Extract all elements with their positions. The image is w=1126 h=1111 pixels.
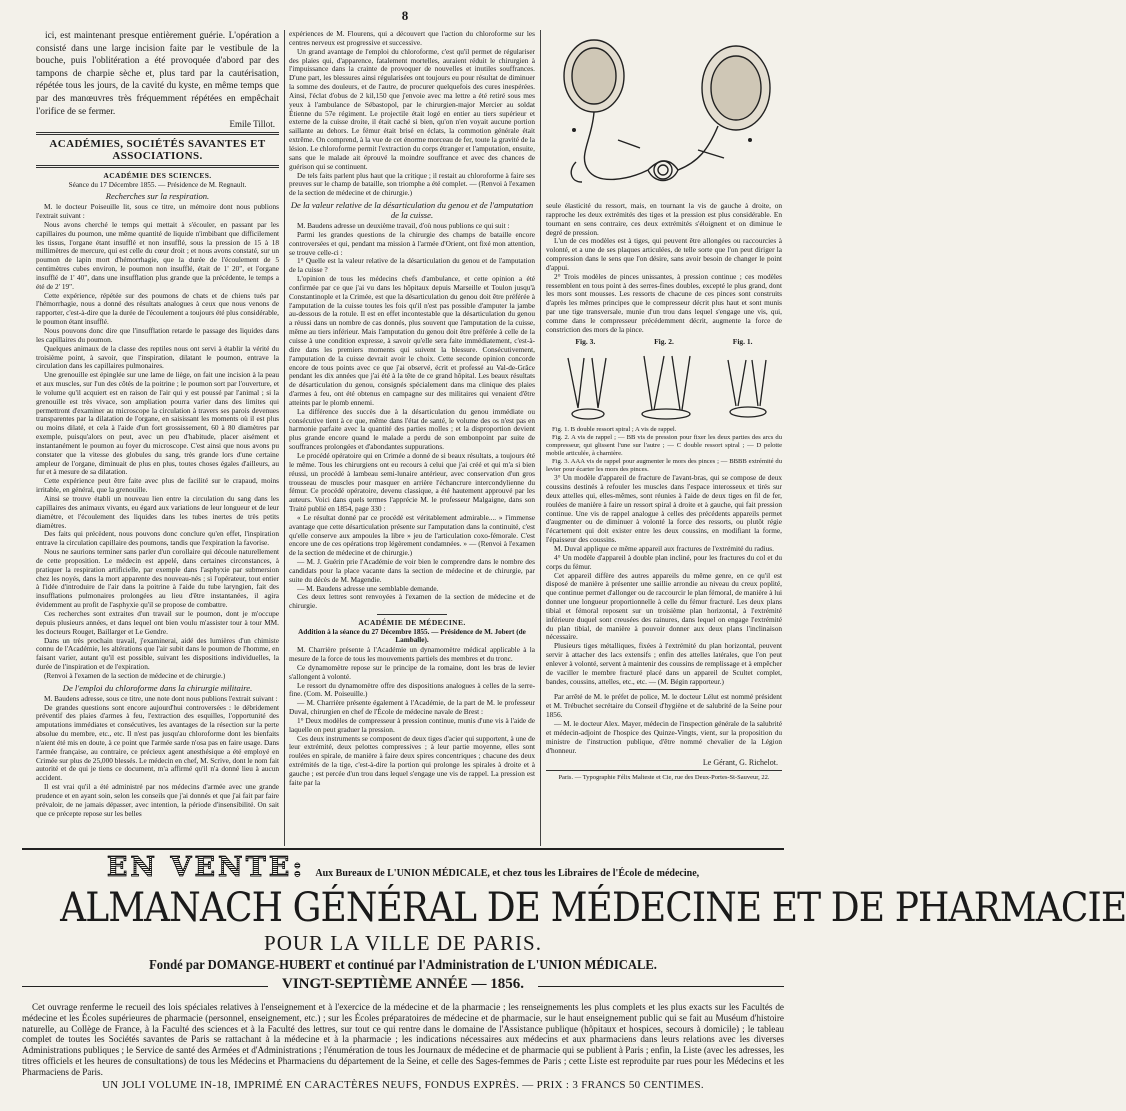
paragraph: — M. Charrière présente également à l'Académie, de la part de M. le professeur Duval, chirurgien en chef de l'École de médecine navale de Brest : xyxy=(289,698,535,717)
paragraph: Un grand avantage de l'emploi du chloroforme, c'est qu'il permet de régulariser des plaies qui, d'apparence, fatalement mortelles, auraient réduit le chirurgien à l'impuissance dans la crainte de provoquer de nouvelles et inutiles souffrances. D'une part, les blessures ainsi régularisées ont toujours eu pour résultat de diminuer la somme des douleurs, et de l'autre, de procurer quelquefois des cures inespérées. Ainsi, l'éclat d'obus de 2 kil,150 que j'envoie avec ma lettre a été retiré sous mes yeux à l'ambulance de Sébastopol, par le chirurgien-major Mercier au soldat Étienne du 57e régiment. Le projectile était logé en entier au tiers supérieur et externe de la cuisse droite, il était caché si bien, qu'on n'en voyait aucune portion saillante au dehors. Le fémur était brisé en éclats, la commotion générale était extrême. On comprend, à la vue de cet énorme morceau de fer, toute la gravité de la lésion. Le chloroforme permit l'extraction du corps étranger et l'amputation, ensuite, sans que le malade ait éprouvé la moindre souffrance et avec des chances de guérison qui se continuent. xyxy=(289,46,535,171)
paragraph: De tels faits parlent plus haut que la critique ; il restait au chloroforme à faire ses preuves sur le champ de bataille, son triomphe a été complet. — (Renvoi à l'examen de la section de médecine et de chirurgie.) xyxy=(289,170,535,198)
figure-caption: Fig. 2. A vis de rappel ; — BB vis de pression pour fixer les deux parties des arcs du compresseur, qui glissent l'une sur l'autre ; — C double ressort spiral ; — D pelotte mobile articulée, à charnière. xyxy=(546,433,782,457)
en-vente-heading: EN VENTE: xyxy=(106,852,306,883)
article-title: De l'emploi du chloroforme dans la chirurgie militaire. xyxy=(62,682,253,693)
paragraph: Nous pouvons donc dire que l'insufflation retarde le passage des liquides dans les capillaires du poumon. xyxy=(36,325,279,344)
academy-heading: ACADÉMIE DES SCIENCES. xyxy=(103,171,212,181)
paragraph: 4° Un modèle d'appareil à double plan incliné, pour les fractures du col et du corps du fémur. xyxy=(546,552,782,571)
paragraph: « Le résultat donné par ce procédé est véritablement admirable.... » l'immense avantage que cette désarticulation présente sur l'amputation dans la continuité, c'est qu'elle conserve aux ampoules la libre » jeu de l'articulation coxo-fémorale. C'est encore une de ces opérations trop légèrement condamnées. » — (Renvoi à l'examen de la section de médecine et de chirurgie.) xyxy=(289,512,535,558)
paragraph: Ces deux instruments se composent de deux tiges d'acier qui supportent, à une de leur extrémité, deux pelottes compressives ; à leur partie moyenne, elles sont roulées en spirale, de manière à faire deux spires concentriques ; chacune des deux extrémités de la tige, c'est-à-dire la portion qui prolonge les spirales à droite et à gauche ; est percée d'un trou dans lequel s'engage une vis de rappel. La pression est faite par la xyxy=(289,733,535,787)
paragraph: 1° Quelle est la valeur relative de la désarticulation du genou et de l'amputation de la cuisse ? xyxy=(289,256,535,275)
paragraph: Il est vrai qu'il a été administré par nos médecins d'armée avec une grande prudence et en ayant soin, selon les conseils que j'ai donnés et que j'ai fait par faire prévaloir, de ne jamais dépasser, avec intention, la période d'insensibilité. On sait que ce précepte repose sur les belles xyxy=(36,782,279,818)
column-divider xyxy=(540,30,541,846)
paragraph: Le procédé opératoire qui en Crimée a donné de si beaux résultats, a toujours été le même. Tous les chirurgiens ont eu recours à celui que j'ai créé et qui m'a si bien réussi, un procédé à lambeau semi-lunaire antérieur, avec conservation d'un gros trousseau de muscles pour masquer en arrière l'échancrure intercondylienne du fémur. Ce procédé opératoire, devenu classique, a été hautement approuvé par les auteurs. Voici dans quels termes l'apprécie M. le professeur Malgaigne, dans son Traité publié en 1854, page 330 : xyxy=(289,450,535,514)
paragraph: — M. le docteur Alex. Mayer, médecin de l'inspection générale de la salubrité et médecin-adjoint de l'hospice des Quinze-Vingts, vient, sur la proposition du ministre de l'instruction publique, d'être nommé chevalier de la Légion d'honneur. xyxy=(546,719,782,755)
almanach-title: ALMANACH GÉNÉRAL DE MÉDECINE ET DE PHARMACIE xyxy=(60,885,1126,931)
paragraph: La différence des succès due à la désarticulation du genou immédiate ou consécutive tient à ce que, même dans l'état de santé, le volume des os n'est pas en harmonie parfaite avec la quantité des parties molles ; et la disproportion devient plus grande encore quand le malade a perdu de son embonpoint par suite de souffrances prolongées et d'abondantes suppurations. xyxy=(289,406,535,452)
article-title: Recherches sur la respiration. xyxy=(105,191,210,202)
paragraph: — M. Baudens adresse une semblable demande. xyxy=(297,583,439,593)
paragraph: M. le docteur Poiseuille lit, sous ce titre, un mémoire dont nous publions l'extrait suivant : xyxy=(36,202,279,220)
compressor-illustration xyxy=(548,30,780,198)
figure-labels xyxy=(546,337,782,346)
paragraph: Par arrêté de M. le préfet de police, M. le docteur Lélut est nommé président et M. Trébuchet secrétaire du Conseil d'hygiène et de salubrité de la Seine pour 1856. xyxy=(546,692,782,720)
separator xyxy=(546,770,782,771)
article-body xyxy=(36,695,279,819)
paragraph: M. Baudens adresse un deuxième travail, d'où nous publions ce qui suit : xyxy=(297,221,510,231)
paragraph: Cette expérience peut être faite avec plus de facilité sur le crapaud, moins irritable, en général, que la grenouille. xyxy=(36,476,279,495)
paragraph: Cet appareil diffère des autres appareils du même genre, en ce qu'il est disposé de manière à présenter une saillie arrondie au niveau du creux poplité, que continue permet d'allonger ou de raccourcir le plan fémoral, de manière à lui donner une longueur proportionnelle à celle du fémur fracturé. Les deux plans tibial et fémoral reposent sur un troisième plan horizontal, à l'extrémité inférieure duquel sont creusées des rainures, dans lequel on engage l'extrémité du plan tibial, de manière à pouvoir donner aux deux plans l'inclinaison nécessaire. xyxy=(546,570,782,642)
article-body xyxy=(36,203,279,681)
almanach-advertisement xyxy=(22,848,1126,1108)
separator xyxy=(629,689,699,690)
paragraph: — M. J. Guérin prie l'Académie de voir bien le comprendre dans le nombre des candidats pour la place vacante dans la section de médecine et de chirurgie, par suite du décès de M. Magendie. xyxy=(289,557,535,584)
paragraph: L'un de ces modèles est à tiges, qui peuvent être allongées ou raccourcies à volonté, et a une de ses plaques articulées, de telle sorte que l'on peut diriger la compression dans le sens que l'on désire, sans avoir besoin de changer le point d'appui. xyxy=(546,236,782,272)
printer-imprint: Paris. — Typographie Félix Malteste et Cie, rue des Deux-Portes-St-Sauveur, 22. xyxy=(558,774,770,782)
session-line: Séance du 17 Décembre 1855. — Présidence de M. Regnault. xyxy=(68,181,247,190)
paragraph: 2° Trois modèles de pinces unissantes, à pression continue ; ces modèles ressemblent en tous point à des serres-fines doubles, excepté le plus grand, dont les mors sont mousses. Les ressorts de chacune de ces pinces sont construits d'après les mêmes principes que le compresseur décrit plus haut et sont munis par une tige transversale, munie d'un trou dans lequel s'engage une vis, qui, comme dans le compresseur précédemment décrit, augmente la force de constriction des mors de la pince. xyxy=(546,271,782,334)
paragraph: expériences de M. Flourens, qui a découvert que l'action du chloroforme sur les centres nerveux est progressive et successive. xyxy=(289,29,535,47)
column-3 xyxy=(546,30,782,848)
en-vente-row xyxy=(22,852,784,883)
year-banner xyxy=(22,976,784,998)
figure-label: Fig. 1. xyxy=(732,336,753,346)
article-title: De la valeur relative de la désarticulation du genou et de l'amputation de la cuisse. xyxy=(290,200,534,221)
section-rule xyxy=(36,165,279,168)
founded-by-line: Fondé par DOMANGE-HUBERT et continué par l'Administration de L'UNION MÉDICALE. xyxy=(149,958,657,973)
separator xyxy=(377,614,447,615)
paragraph: Ainsi se trouve établi un nouveau lien entre la circulation du sang dans les capillaires des animaux vivants, eu égard aux variations de leur longueur et de leur diamètre, et l'écoulement des liquides dans les tubes inertes de très petits diamètres. xyxy=(36,494,279,530)
figure-caption: Fig. 1. B double ressort spiral ; A vis de rappel. xyxy=(552,425,677,433)
paragraph: Parmi les grandes questions de la chirurgie des champs de bataille encore controversées et qui, pendant ma mission à l'armée d'Orient, ont fixé mon attention, se trouve celle-ci : xyxy=(289,229,535,257)
section-rule xyxy=(36,132,279,135)
intro-signature: Emile Tillot. xyxy=(229,119,275,130)
paragraph: Une grenouille est épinglée sur une lame de liège, on fait une incision à la peau et aux muscles, sur l'un des côtés de la poitrine ; le poumon sort par l'ouverture, et le volume qu'il acquiert est en raison de l'air qui y est poussé par l'animal ; si la grenouille est très vivace, son ampliation pourra varier dans des limites qui permettront d'examiner au microscope la circulation à travers ses parois devenues transparentes par la dilatation de l'organe, en saisissant les moments où il est plus ou moins dilaté, et cela à l'aide d'un fort grossissement, 60 à 80 diamètres par exemple, puisqu'alors on peut, avec un peu d'habitude, placer aisément et instantanément le poumon au foyer du microscope. C'est ainsi que nous avons pu constater que la vitesse des globules du sang, très grande lors d'une certaine ampleur de l'organe, diminuait de plus en plus, toutes choses égales d'ailleurs, au fur et à mesure de sa dilatation. xyxy=(36,370,279,477)
paragraph: Plusieurs tiges métalliques, fixées à l'extrémité du plan horizontal, peuvent servir à attacher des lacs extensifs ; enfin des attelles latérales, que l'on peut enlever à volonté, servent à maintenir des coussins de remplissage et à empêcher de vaciller le membre fracturé placé dans un appareil de Scultet complet, bandes, coussins, attelles, etc., etc. — (M. Bégin rapporteur.) xyxy=(546,641,782,686)
paragraph: M. Charrière présente à l'Académie un dynamomètre médical applicable à la mesure de la force de tous les mouvements partiels des membres et du tronc. xyxy=(289,645,535,663)
figure-label: Fig. 3. xyxy=(575,336,596,346)
paragraph: (Renvoi à l'examen de la section de médecine et de chirurgie.) xyxy=(44,670,226,680)
paragraph: Nous ne saurions terminer sans parler d'un corollaire qui découle naturellement de cette proposition. Le médecin est appelé, dans certaines circonstances, à pratiquer la respiration artificielle, par exemple dans l'asphyxie par submersion chez les noyés, dans la mort apparente des nouveau-nés ; si l'opérateur, tout entier à l'idée d'introduire de l'air dans la poitrine à l'aide du tube laryngien, fait des insufflations pulmonaires prolongées au lieu d'être instantanées, il agira évidemment au profit de l'asphyxie qu'il se propose de combattre. xyxy=(36,547,279,610)
paragraph: 1° Deux modèles de compresseur à pression continue, munis d'une vis à l'aide de laquelle on peut graduer la pression. xyxy=(289,715,535,734)
paragraph: Quelques animaux de la classe des reptiles nous ont servi à établir la vérité du troisième point, à savoir, que l'inspiration, dilatant le poumon, entrave la circulation dans les capillaires pulmonaires. xyxy=(36,343,279,371)
session-line: Addition à la séance du 27 Décembre 1855. — Présidence de M. Jobert (de Lamballe). xyxy=(298,628,526,645)
paragraph: 3° Un modèle d'appareil de fracture de l'avant-bras, qui se compose de deux coussins destinés à refouler les muscles dans l'espace interosseux et tirés sur deux attelles qui, elles-mêmes, sont réunies à l'aide de deux tiges en fil de fer, roulées de manière à faire un ressort spiral à droite et à gauche, qui fait pression continue. Une vis de rappel analogue à celles des précédents appareils permet d'augmenter ou de diminuer à volonté la force des ressorts, ou plutôt régie l'écartement qui doit exister entre les deux coussins, en modifiant la forme, l'épaisseur des coussins. xyxy=(546,473,782,545)
paragraph: seule élasticité du ressort, mais, en tournant la vis de gauche à droite, on rapproche les deux extrémités des tiges et la pression est plus considérable. En tournant en sens contraire, ces deux extrémités s'éloignent et on diminue le degré de pression. xyxy=(546,201,782,237)
paragraph: Cette expérience, répétée sur des poumons de chats et de chiens tués par l'hémorrhagie, nous a donné des résultats analogues à ceux que nous venons de rapporter, c'est-à-dire que la durée de l'écoulement a toujours été plus considérable, le poumon étant insufflé. xyxy=(36,290,279,327)
paragraph: Nous avons cherché le temps qui mettait à s'écouler, en passant par les capillaires du poumon, une même quantité de liquide n'imbibant que difficilement les tissus, l'organe étant insufflé et non insufflé, sous la pression de 15 à 18 millimètres de mercure, qui est celle du cœur droit ; et nous avons constaté, sur un poumon de lapin mort d'hémorrhagie, que la durée de l'écoulement de 5 centimètres cubes environ, le poumon non insufflé, était de 1' 20", et l'organe insufflé de 1' 40", dans une insufflation plus grande que la précédente, le temps a été de 2' 19". xyxy=(36,219,279,291)
column-1 xyxy=(36,30,279,848)
en-vente-subtitle: Aux Bureaux de L'UNION MÉDICALE, et chez tous les Libraires de l'École de médecine, xyxy=(315,868,700,879)
ad-description: Cet ouvrage renferme le recueil des lois spéciales relatives à l'enseignement et à l'exercice de la médecine et de la pharmacie ; les renseignements les plus complets et les plus exacts sur les Facultés de médecine et les Écoles supérieures de pharmacie (personnel, enseignement, etc.) ; sur les Écoles préparatoires de médecine et de pharmacie, sur le haut enseignement public qui se fait au Muséum d'histoire naturelle, au Collège de France, à la Faculté des sciences et à la Faculté des lettres, sur tout ce qui rentre dans le domaine de l'Assistance publique (hôpitaux et hospices, secours à domicile) ; le tableau complet de toutes les Sociétés savantes de Paris se rattachant à la médecine et à la pharmacie ; les indications nécessaires aux médecins et aux pharmaciens dans leurs relations avec les diverses Administrations publiques ; le Service de santé des Armées et d'Administrations ; l'énumération de tous les Journaux de médecine et de pharmacie qui se publient à Paris ; enfin, la Liste (avec les adresses, les titres officiels et les heures de consultations) de tous les Médecins et Pharmaciens du département de la Seine, et celle des Sages-femmes de Paris ; cette Liste est reproduite par rues pour les Médecins et les Pharmaciens de Paris. xyxy=(22,1002,784,1077)
paragraph: Ces recherches sont extraites d'un travail sur le poumon, dont je m'occupe depuis plusieurs années, et dans lequel ont bien voulu m'assister tour à tour MM. les docteurs Rouget, Baillarger et Le Gendre. xyxy=(36,608,279,636)
almanach-city-line: POUR LA VILLE DE PARIS. xyxy=(264,931,542,955)
figure-label: Fig. 2. xyxy=(654,336,674,346)
paragraph: De grandes questions sont encore aujourd'hui controversées : le débridement préventif des plaies d'armes à feu, l'extraction des esquilles, l'opportunité des amputations immédiates et consécutives, les avantages de la résection sur la perte absolue du membre, etc., etc. Il n'est pas jusqu'au chloroforme dont les bienfaits n'aient été mis en doute, à ce point que l'armée sarde n'osa pas en faire usage. Dans l'armée française, au contraire, ce précieux agent anesthésique a été employé en Crimée sur plus de 25,000 blessés. Le médecin en chef, M. Scrive, dont le nom fait autorité et de qui je tiens ce document, m'a affirmé qu'il n'a donné lieu à aucun accident. xyxy=(36,702,279,783)
paragraph: Ces deux lettres sont renvoyées à l'examen de la section de médecine et de chirurgie. xyxy=(289,592,535,611)
paragraph: Ce dynamomètre repose sur le principe de la romaine, dont les bras de levier s'allongent à volonté. xyxy=(289,662,535,681)
column-divider xyxy=(284,30,285,846)
academy-heading: ACADÉMIE DE MÉDECINE. xyxy=(358,618,466,628)
paragraph: Dans un très prochain travail, j'examinerai, aidé des lumières d'un chimiste connu de l'Académie, les altérations que l'air subit dans le poumon de l'homme, en faisant varier, autant qu'il est possible, suivant les dispositions individuelles, la durée de l'inspiration et de l'expiration. xyxy=(36,635,279,672)
figure-caption: Fig. 3. AAA vis de rappel pour augmenter le mors des pinces ; — BBBB extrémité du levier pour écarter les mors des pinces. xyxy=(546,458,782,474)
page-number: 8 xyxy=(401,8,409,23)
price-line: UN JOLI VOLUME IN-18, IMPRIMÉ EN CARACTÈRES NEUFS, FONDUS EXPRÈS. — PRIX : 3 FRANCS 50 CENTIMES. xyxy=(102,1078,704,1091)
paragraph: M. Duval applique ce même appareil aux fractures de l'extrémité du radius. xyxy=(554,543,774,553)
paragraph: L'opinion de tous les médecins chefs d'ambulance, et cette opinion a été confirmée par ce que j'ai vu dans les hôpitaux depuis Marseille et Toulon jusqu'à Constantinople et la Crimée, est que la désarticulation du genou doit être préférée à l'amputation de la cuisse toutes les fois qu'il n'est pas possible d'amputer la jambe au-dessous de la rotule. Il est en effet incontestable que la désarticulation du genou a réussi dans un nombre de cas donnés, plus souvent que l'amputation de la cuisse, même au tiers inférieur. Mais l'amputation du genou doit être préférée à celle de la cuisse à une condition expresse, à savoir qu'elle sera faite immédiatement, c'est-à-dire dans les premiers moments qui suivent la blessure. Consécutivement, l'amputation de la cuisse devrait avoir le choix. Cette seconde opinion concorde encore de tous points avec ce que j'ai observé, écrit et professé au Val-de-Grâce pendant les dix années que j'ai été à la tête de ce grand hôpital. Les beaux résultats de désarticulation du genou, consignés spécialement dans ma clinique des plaies d'armes à feu, ont été obtenus en campagne sur des militaires qui venaient d'être atteints par le plomb ennemi. xyxy=(289,274,535,407)
column-2 xyxy=(289,30,535,848)
paragraph: Le ressort du dynamomètre offre des dispositions analogues à celles de la serre-fine. (Com. M. Poiseuille.) xyxy=(289,680,535,699)
section-title: ACADÉMIES, SOCIÉTÉS SAVANTES ET ASSOCIATIONS. xyxy=(49,138,266,163)
paragraph: M. Baudens adresse, sous ce titre, une note dont nous publions l'extrait suivant : xyxy=(44,693,278,703)
pinces-illustration xyxy=(548,348,780,422)
year-label: VINGT-SEPTIÈME ANNÉE — 1856. xyxy=(268,976,538,993)
ad-top-rule xyxy=(22,848,784,850)
paragraph: Des faits qui précèdent, nous pouvons donc conclure qu'en effet, l'inspiration entrave la circulation capillaire des poumons, tandis que l'expiration la favorise. xyxy=(36,529,279,548)
gerant-signature: Le Gérant, G. Richelot. xyxy=(702,758,778,768)
intro-paragraph: ici, est maintenant presque entièrement guérie. L'opération a consisté dans une large incision faite par le vestibule de la bouche, puis l'oblitération a été provoquée d'abord par des tampons de charpie sèche et, plus tard par la cautérisation, répétée tous les jours, de la cavité du kyste, en même temps que par des manœuvres très fréquemment répétées en empêchait l'orifice de se fermer. xyxy=(36,31,279,117)
